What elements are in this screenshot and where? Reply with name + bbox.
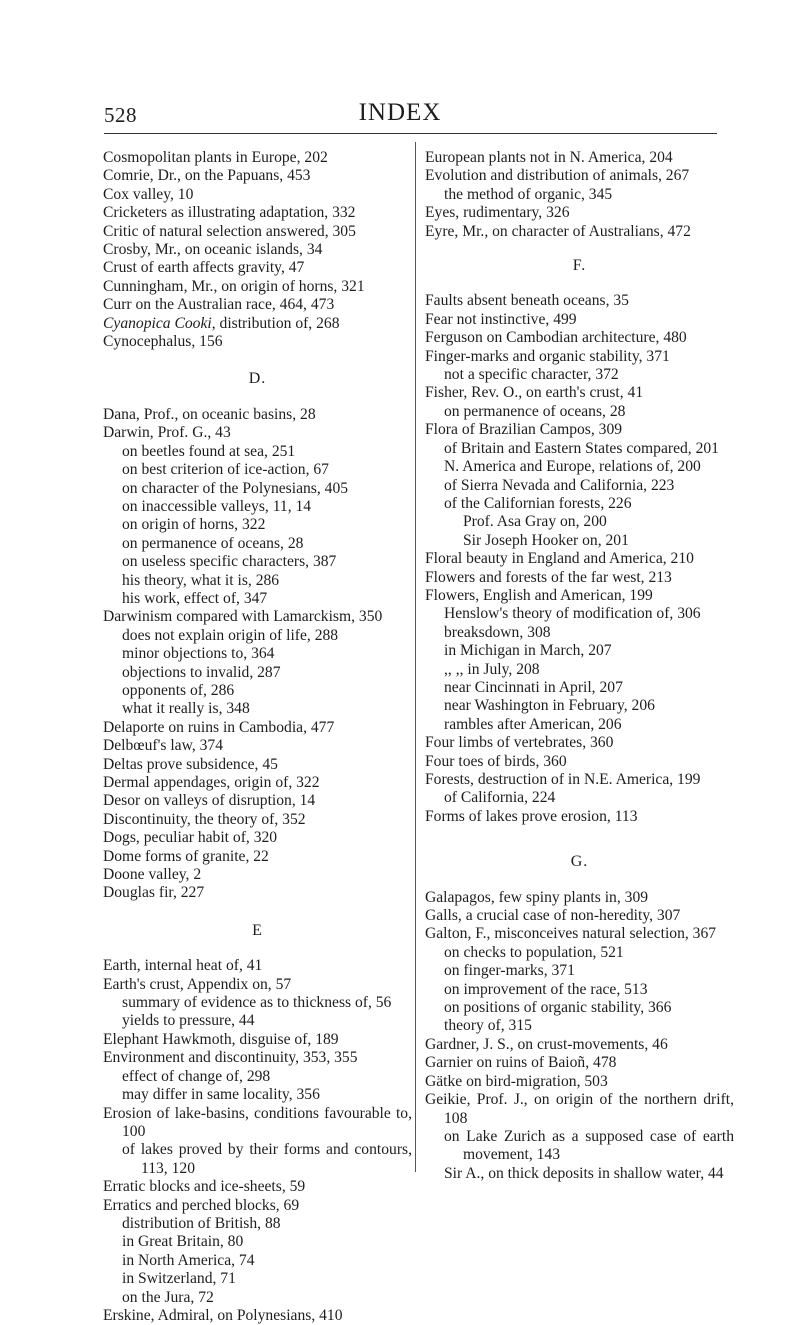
- index-subentry: does not explain origin of life, 288: [122, 626, 339, 644]
- index-entry: Fisher, Rev. O., on earth's crust, 41: [425, 384, 644, 402]
- index-subentry: summary of evidence as to thickness of, 56: [122, 994, 392, 1012]
- index-subentry: of Britain and Eastern States compared, 201: [444, 439, 719, 457]
- index-entry: Galapagos, few spiny plants in, 309: [425, 888, 649, 906]
- index-subentry: on inaccessible valleys, 11, 14: [122, 497, 312, 515]
- index-subentry: minor objections to, 364: [122, 645, 275, 663]
- index-subentry: what it really is, 348: [122, 700, 250, 718]
- index-subentry: the method of organic, 345: [444, 185, 613, 203]
- section-letter-e: E: [252, 921, 263, 939]
- index-entry: Fear not instinctive, 499: [425, 310, 577, 328]
- index-entry: Galton, F., misconceives natural selection, 367: [425, 925, 717, 943]
- index-subentry: on permanence of oceans, 28: [122, 534, 304, 552]
- index-subentry: on character of the Polynesians, 405: [122, 479, 349, 497]
- index-entry: Gardner, J. S., on crust-movements, 46: [425, 1035, 668, 1053]
- index-entry: Geikie, Prof. J., on origin of the northern drift, 108: [425, 1091, 734, 1127]
- index-entry: Comrie, Dr., on the Papuans, 453: [103, 167, 311, 185]
- index-subentry: on finger-marks, 371: [444, 962, 575, 980]
- index-entry: Douglas fir, 227: [103, 884, 205, 902]
- index-subentry: near Cincinnati in April, 207: [444, 678, 623, 696]
- section-letter-g: G.: [570, 853, 589, 871]
- index-entry: Erratic blocks and ice-sheets, 59: [103, 1178, 306, 1196]
- index-entry: Dogs, peculiar habit of, 320: [103, 829, 278, 847]
- index-subentry: in Michigan in March, 207: [444, 642, 612, 660]
- index-subentry: may differ in same locality, 356: [122, 1086, 320, 1104]
- index-subentry: ,, ,, in July, 208: [444, 660, 540, 678]
- index-subentry: of California, 224: [444, 789, 556, 807]
- index-entry: Darwinism compared with Lamarckism, 350: [103, 608, 383, 626]
- left-column: [103, 149, 412, 1325]
- index-subentry: theory of, 315: [444, 1017, 532, 1035]
- index-entry: Doone valley, 2: [103, 866, 202, 884]
- index-subentry: opponents of, 286: [122, 681, 235, 699]
- index-subentry: on the Jura, 72: [122, 1288, 214, 1306]
- index-entry: Crosby, Mr., on oceanic islands, 34: [103, 241, 323, 259]
- index-entry: Cox valley, 10: [103, 185, 194, 203]
- index-subentry: in North America, 74: [122, 1251, 255, 1269]
- index-entry: Galls, a crucial case of non-heredity, 307: [425, 907, 681, 925]
- index-entry: Erskine, Admiral, on Polynesians, 410: [103, 1306, 343, 1324]
- index-entry: Garnier on ruins of Baioñ, 478: [425, 1054, 617, 1072]
- index-subentry: Prof. Asa Gray on, 200: [463, 513, 607, 531]
- index-entry-rest: , distribution of, 268: [211, 314, 340, 332]
- index-subentry: rambles after American, 206: [444, 715, 622, 733]
- index-entry: Erosion of lake-basins, conditions favourable to, 100: [103, 1104, 412, 1140]
- index-subentry: effect of change of, 298: [122, 1067, 271, 1085]
- index-entry: Discontinuity, the theory of, 352: [103, 810, 306, 828]
- index-entry: Cynocephalus, 156: [103, 333, 223, 351]
- right-column: [425, 149, 734, 1183]
- index-subentry: Sir A., on thick deposits in shallow water, 44: [444, 1164, 724, 1182]
- index-entry: Elephant Hawkmoth, disguise of, 189: [103, 1030, 339, 1048]
- index-subentry: on origin of horns, 322: [122, 516, 266, 534]
- index-subentry: Sir Joseph Hooker on, 201: [463, 531, 629, 549]
- index-entry: Crust of earth affects gravity, 47: [103, 259, 305, 277]
- index-subentry: in Switzerland, 71: [122, 1270, 236, 1288]
- section-letter-f: F.: [572, 257, 587, 275]
- index-entry: Curr on the Australian race, 464, 473: [103, 296, 335, 314]
- index-subentry: on positions of organic stability, 366: [444, 999, 672, 1017]
- column-divider: [415, 142, 416, 1172]
- index-subentry: his theory, what it is, 286: [122, 571, 280, 589]
- index-entry: Darwin, Prof. G., 43: [103, 424, 231, 442]
- index-entry: Earth, internal heat of, 41: [103, 957, 263, 975]
- index-subentry: on beetles found at sea, 251: [122, 442, 296, 460]
- index-entry: Erratics and perched blocks, 69: [103, 1196, 300, 1214]
- index-entry: Deltas prove subsidence, 45: [103, 755, 278, 773]
- index-entry: Earth's crust, Appendix on, 57: [103, 975, 292, 993]
- index-entry: Ferguson on Cambodian architecture, 480: [425, 329, 687, 347]
- index-entry: Eyes, rudimentary, 326: [425, 204, 570, 222]
- index-subentry: on Lake Zurich as a supposed case of earth movement, 143: [444, 1127, 734, 1164]
- index-subentry: of Sierra Nevada and California, 223: [444, 476, 675, 494]
- index-subentry: on checks to population, 521: [444, 943, 624, 961]
- index-subentry: not a specific character, 372: [444, 366, 619, 384]
- index-subentry: in Great Britain, 80: [122, 1233, 244, 1251]
- index-entry: Delaporte on ruins in Cambodia, 477: [103, 718, 335, 736]
- index-entry: Desor on valleys of disruption, 14: [103, 792, 316, 810]
- index-entry: Cricketers as illustrating adaptation, 332: [103, 204, 356, 222]
- index-entry: Delbœuf's law, 374: [103, 737, 224, 755]
- index-subentry: breaksdown, 308: [444, 623, 551, 641]
- index-entry: Eyre, Mr., on character of Australians, 472: [425, 222, 691, 240]
- index-subentry: on permanence of oceans, 28: [444, 402, 626, 420]
- section-letter-d: D.: [248, 370, 267, 388]
- index-subentry: of the Californian forests, 226: [444, 494, 632, 512]
- index-subentry: Henslow's theory of modification of, 306: [444, 605, 701, 623]
- index-entry: Dermal appendages, origin of, 322: [103, 774, 320, 791]
- index-entry: Gätke on bird-migration, 503: [425, 1072, 608, 1090]
- index-entry: Dome forms of granite, 22: [103, 847, 269, 865]
- index-entry: Finger-marks and organic stability, 371: [425, 347, 670, 365]
- index-entry: Flowers, English and American, 199: [425, 586, 653, 604]
- index-entry: Cunningham, Mr., on origin of horns, 321: [103, 277, 365, 295]
- index-subentry: his work, effect of, 347: [122, 589, 268, 607]
- index-subentry: distribution of British, 88: [122, 1214, 281, 1232]
- index-entry: Faults absent beneath oceans, 35: [425, 292, 629, 310]
- running-head: INDEX: [358, 99, 442, 126]
- index-entry: Environment and discontinuity, 353, 355: [103, 1049, 358, 1067]
- index-entry: Flowers and forests of the far west, 213: [425, 568, 672, 586]
- index-subentry: on improvement of the race, 513: [444, 980, 648, 998]
- index-entry: Forests, destruction of in N.E. America, 199: [425, 771, 701, 788]
- index-subentry: objections to invalid, 287: [122, 663, 281, 681]
- index-subentry: N. America and Europe, relations of, 200: [444, 458, 701, 476]
- index-subentry: on best criterion of ice-action, 67: [122, 461, 329, 479]
- index-entry: Cosmopolitan plants in Europe, 202: [103, 149, 328, 166]
- index-entry: Four limbs of vertebrates, 360: [425, 734, 614, 752]
- index-entry: Evolution and distribution of animals, 267: [425, 167, 690, 185]
- index-entry: Critic of natural selection answered, 305: [103, 222, 356, 240]
- index-subentry: of lakes proved by their forms and contours, 113, 120: [122, 1141, 412, 1177]
- index-subentry: yields to pressure, 44: [122, 1012, 255, 1030]
- index-entry: Four toes of birds, 360: [425, 752, 567, 770]
- index-entry: Forms of lakes prove erosion, 113: [425, 807, 638, 825]
- index-entry: Dana, Prof., on oceanic basins, 28: [103, 405, 316, 423]
- index-entry-italic-term: Cyanopica Cooki: [103, 314, 212, 332]
- index-entry: Floral beauty in England and America, 210: [425, 550, 694, 568]
- header-rule: [104, 133, 717, 134]
- index-subentry: on useless specific characters, 387: [122, 553, 337, 571]
- index-entry: [103, 315, 412, 333]
- index-entry: Flora of Brazilian Campos, 309: [425, 421, 623, 439]
- index-subentry: near Washington in February, 206: [444, 697, 655, 715]
- index-entry: European plants not in N. America, 204: [425, 149, 673, 166]
- page-number: 528: [104, 103, 137, 127]
